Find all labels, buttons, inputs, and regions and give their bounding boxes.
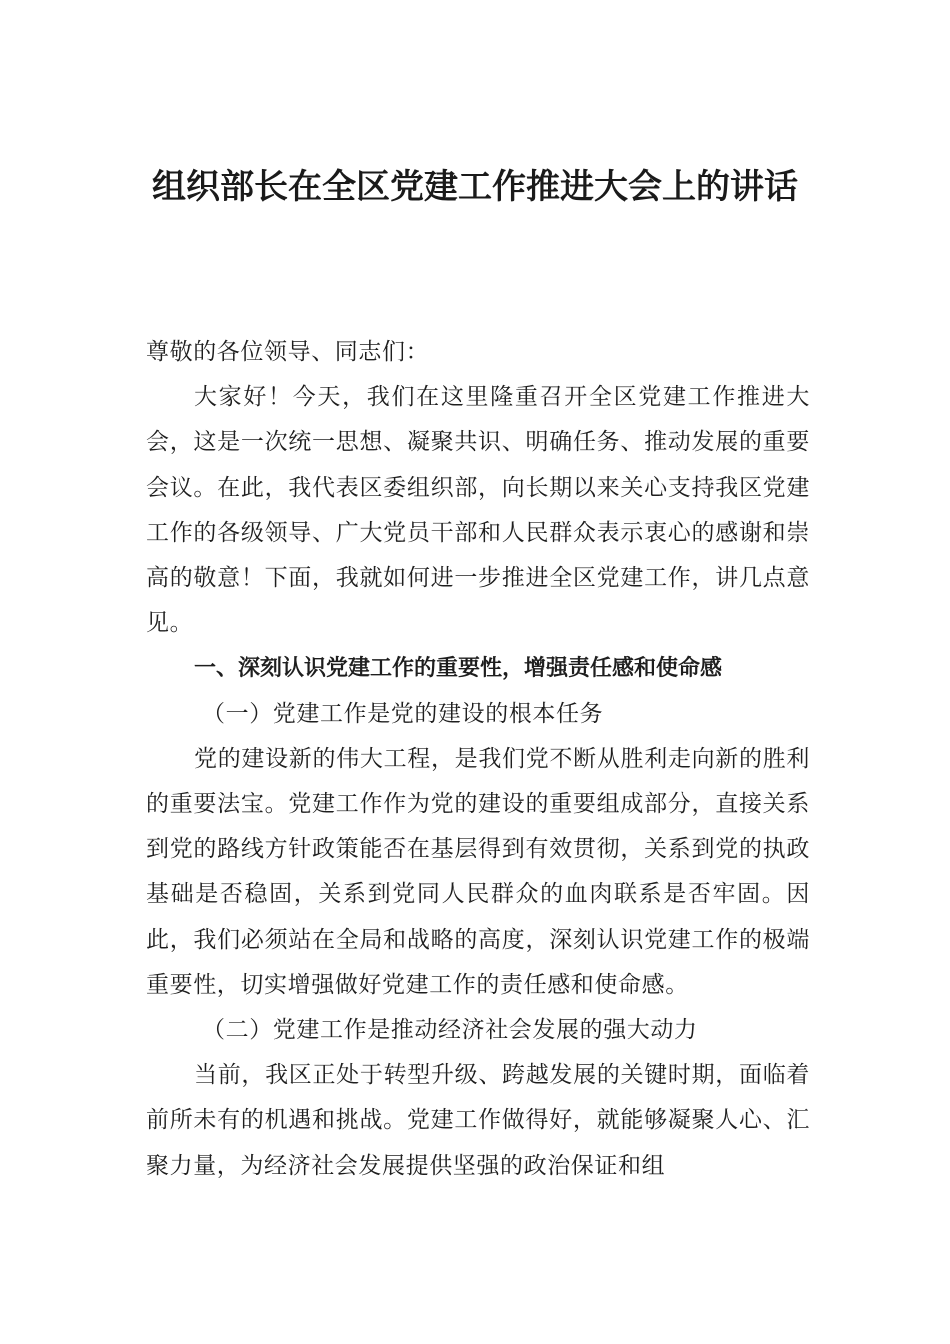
document-body (146, 330, 810, 1189)
salutation: 尊敬的各位领导、同志们： (146, 339, 430, 365)
document-title: 组织部长在全区党建工作推进大会上的讲话 (152, 167, 798, 207)
subsection-paragraph-1: 党的建设新的伟大工程，是我们党不断从胜利走向新的胜利的重要法宝。党建工作作为党的建设的重要组成部分，直接关系到党的路线方针政策能否在基层得到有效贯彻，关系到党的执政基础是否稳固，关系到党同人民群众的血肉联系是否牢固。因此，我们必须站在全局和战略的高度，深刻认识党建工作的极端重要性，切实增强做好党建工作的责任感和使命感。 (146, 745, 810, 998)
subsection-paragraph-2: 当前，我区正处于转型升级、跨越发展的关键时期，面临着前所未有的机遇和挑战。党建工作做得好，就能够凝聚人心、汇聚力量，为经济社会发展提供坚强的政治保证和组 (146, 1062, 810, 1179)
opening-paragraph: 大家好！今天，我们在这里隆重召开全区党建工作推进大会，这是一次统一思想、凝聚共识、明确任务、推动发展的重要会议。在此，我代表区委组织部，向长期以来关心支持我区党建工作的各级领导、广大党员干部和人民群众表示衷心的感谢和崇高的敬意！下面，我就如何进一步推进全区党建工作，讲几点意见。 (146, 384, 810, 637)
section-heading-1: 一、深刻认识党建工作的重要性，增强责任感和使命感 (194, 656, 723, 682)
subsection-heading-1: （一）党建工作是党的建设的根本任务 (202, 700, 604, 727)
subsection-heading-2: （二）党建工作是推动经济社会发展的强大动力 (202, 1017, 698, 1044)
